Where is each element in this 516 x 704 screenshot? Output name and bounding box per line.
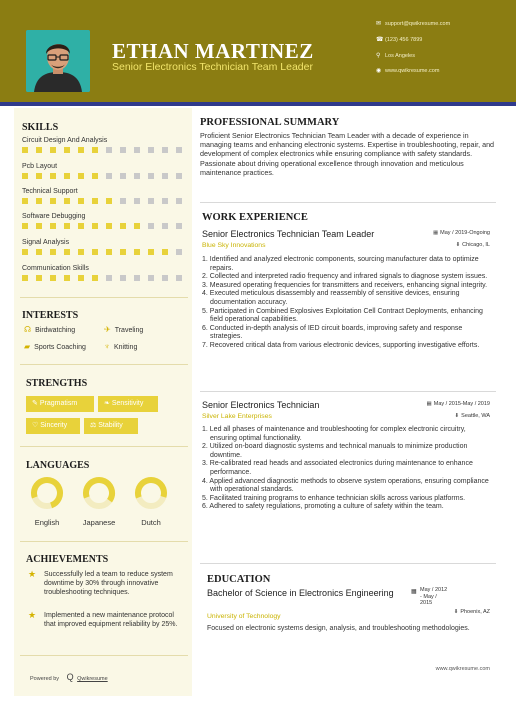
section-divider bbox=[200, 202, 496, 203]
language-level-ring bbox=[134, 476, 168, 510]
sports-icon: ▰ bbox=[24, 342, 31, 351]
skill-dot bbox=[92, 275, 98, 281]
skill-dot bbox=[36, 198, 42, 204]
job-bullet: 6. Adhered to safety regulations, promoting a culture of safety within the team. bbox=[202, 503, 444, 511]
skills-heading: SKILLS bbox=[22, 122, 59, 133]
skill-dot bbox=[162, 275, 168, 281]
section-divider bbox=[20, 364, 188, 365]
education-dates-text: May / 2012 - May / 2015 bbox=[420, 587, 448, 606]
section-divider bbox=[20, 541, 188, 542]
strength-chip bbox=[84, 418, 138, 434]
skill-dot bbox=[22, 147, 28, 153]
contact-location-text: Los Angeles bbox=[385, 53, 415, 59]
skill-dot bbox=[134, 147, 140, 153]
globe-icon: ◉ bbox=[376, 68, 382, 74]
job-bullet: 4. Applied advanced diagnostic methods to observe system operations, ensuring compliance with operational standards. bbox=[202, 477, 489, 494]
achievement-item: Successfully led a team to reduce system downtime by 30% through innovative troubleshooting techniques. bbox=[44, 571, 173, 596]
skill-dot bbox=[134, 173, 140, 179]
job-location-text: Seattle, WA bbox=[461, 413, 490, 419]
skill-dot bbox=[162, 173, 168, 179]
strength-chip bbox=[26, 418, 80, 434]
job-dates-text: May / 2015-May / 2019 bbox=[433, 401, 490, 407]
resume-header bbox=[0, 0, 516, 106]
footer-url[interactable]: www.qwikresume.com bbox=[435, 666, 490, 672]
interests-heading: INTERESTS bbox=[22, 310, 79, 321]
candidate-title: Senior Electronics Technician Team Leader bbox=[112, 61, 313, 73]
strength-chip bbox=[26, 396, 94, 412]
section-divider bbox=[200, 563, 496, 564]
skill-dot bbox=[120, 147, 126, 153]
strengths-heading: STRENGTHS bbox=[26, 378, 88, 389]
balance-icon: ⚖ bbox=[90, 422, 97, 429]
contact-email-text: support@qwikresume.com bbox=[385, 21, 451, 27]
skill-dot bbox=[50, 173, 56, 179]
skill-dot bbox=[92, 173, 98, 179]
skill-dot bbox=[162, 147, 168, 153]
skill-dot bbox=[64, 249, 70, 255]
education-heading: EDUCATION bbox=[207, 574, 271, 585]
skill-dot bbox=[36, 249, 42, 255]
interest-item bbox=[24, 325, 75, 334]
header-rule bbox=[0, 102, 516, 106]
skill-dot bbox=[22, 223, 28, 229]
skill-dot bbox=[148, 198, 154, 204]
summary-heading: PROFESSIONAL SUMMARY bbox=[200, 117, 340, 128]
job-bullet: 2. Utilized on-board diagnostic systems and technical manuals to minimize production downtime. bbox=[202, 443, 468, 459]
skill-dot bbox=[64, 223, 70, 229]
calendar-icon: ▦ bbox=[411, 589, 417, 595]
skill-dot bbox=[176, 173, 182, 179]
skill-dot bbox=[92, 223, 98, 229]
skill-dot bbox=[148, 249, 154, 255]
skill-dot bbox=[36, 223, 42, 229]
skill-dot bbox=[78, 173, 84, 179]
location-pin-icon: ⬇ bbox=[453, 609, 459, 615]
job-location bbox=[455, 413, 490, 419]
skill-dot bbox=[22, 198, 28, 204]
skill-dot bbox=[22, 249, 28, 255]
skill-name: Technical Support bbox=[22, 188, 78, 195]
skill-dot bbox=[64, 173, 70, 179]
skill-dot bbox=[22, 173, 28, 179]
skill-dot bbox=[50, 275, 56, 281]
skill-dot bbox=[78, 147, 84, 153]
summary-text: Proficient Senior Electronics Technician Team Leader with a decade of experience in managing teams and enhancing electronic systems. Expertise in troubleshooting, repair, and development of complex electronics while ensuring compliance with safety standards. Passionate about driving operational excellence through innovation and meticulous maintenance practices. bbox=[200, 131, 495, 177]
skill-dot bbox=[50, 249, 56, 255]
experience-heading: WORK EXPERIENCE bbox=[202, 212, 308, 223]
plane-icon: ✈ bbox=[104, 325, 111, 334]
skill-dot bbox=[148, 275, 154, 281]
job-dates bbox=[427, 401, 490, 407]
location-pin-icon: ⚲ bbox=[376, 53, 381, 59]
calendar-icon: ▦ bbox=[426, 401, 432, 407]
skill-dot bbox=[106, 249, 112, 255]
skill-dot bbox=[148, 147, 154, 153]
skill-dot bbox=[176, 249, 182, 255]
interest-item bbox=[104, 325, 143, 334]
language-level-ring bbox=[30, 476, 64, 510]
job-location-text: Chicago, IL bbox=[462, 242, 490, 248]
interest-label: Birdwatching bbox=[35, 327, 76, 334]
powered-by-brand: Qwikresume bbox=[77, 676, 108, 682]
skill-dot bbox=[134, 198, 140, 204]
leaf-icon: ❧ bbox=[104, 400, 110, 407]
skill-dot bbox=[120, 249, 126, 255]
skill-dot bbox=[120, 223, 126, 229]
contact-website[interactable] bbox=[376, 67, 439, 74]
company-name: Blue Sky Innovations bbox=[202, 242, 266, 249]
skill-dot bbox=[162, 223, 168, 229]
language-label: Dutch bbox=[141, 518, 161, 527]
section-divider bbox=[20, 446, 188, 447]
skill-dot bbox=[50, 223, 56, 229]
skill-dot bbox=[64, 198, 70, 204]
profile-photo bbox=[26, 30, 90, 92]
skill-name: Signal Analysis bbox=[22, 239, 70, 246]
job-bullet: 3. Re-calibrated read heads and associated electronics during maintenance to enhance performance. bbox=[202, 460, 473, 476]
binoculars-icon: ☊ bbox=[24, 325, 32, 334]
skill-dot bbox=[36, 275, 42, 281]
job-dates-text: May / 2019-Ongoing bbox=[440, 230, 490, 236]
contact-phone-text: (123) 456 7899 bbox=[385, 37, 423, 43]
strength-label: Sensitivity bbox=[111, 400, 144, 407]
job-bullets bbox=[202, 256, 492, 351]
school-name: University of Technology bbox=[207, 613, 281, 620]
interest-label: Traveling bbox=[114, 327, 144, 334]
job-bullet: 1. Led all phases of maintenance and troubleshooting for complex electronic circuitry, ensuring optimal functionality. bbox=[202, 426, 466, 442]
contact-website-text: www.qwikresume.com bbox=[385, 68, 440, 74]
language-label: English bbox=[34, 518, 60, 527]
interest-label: Sports Coaching bbox=[34, 344, 86, 351]
contact-phone[interactable] bbox=[376, 36, 422, 43]
degree-name: Bachelor of Science in Electronics Engineering bbox=[207, 588, 394, 598]
skill-dot bbox=[78, 275, 84, 281]
job-bullet: 3. Measured operating frequencies for transmitters and receivers, enhancing signal integrity. bbox=[202, 281, 488, 289]
skill-dot bbox=[134, 249, 140, 255]
language-level-ring bbox=[82, 476, 116, 510]
skill-dot bbox=[120, 173, 126, 179]
job-title: Senior Electronics Technician bbox=[202, 400, 320, 410]
contact-location bbox=[376, 52, 415, 59]
skill-dot bbox=[50, 147, 56, 153]
skill-dot bbox=[64, 275, 70, 281]
skill-dot bbox=[176, 198, 182, 204]
section-divider bbox=[200, 391, 496, 392]
job-bullet: 1. Identified and analyzed electronic components, sourcing manufacturer data to optimize repairs. bbox=[202, 256, 479, 272]
skill-dot bbox=[92, 198, 98, 204]
education-location-text: Phoenix, AZ bbox=[460, 609, 490, 615]
job-bullets bbox=[202, 426, 492, 512]
skill-dot bbox=[176, 147, 182, 153]
job-bullet: 6. Conducted in-depth analysis of IED circuit boards, improving safety and response strategies. bbox=[202, 324, 463, 341]
education-dates bbox=[411, 587, 450, 607]
strength-label: Pragmatism bbox=[39, 400, 78, 407]
skill-dot bbox=[106, 198, 112, 204]
phone-icon: ☎ bbox=[376, 37, 384, 43]
skill-dot bbox=[162, 249, 168, 255]
job-bullet: 5. Participated in Combined Explosives Exploitation Cell Contract Deployments, enhancing field operational capabilities. bbox=[202, 307, 483, 324]
job-bullet: 5. Facilitated training programs to enhance technician skills across various platforms. bbox=[202, 494, 466, 502]
skill-dot bbox=[176, 223, 182, 229]
strength-chip bbox=[98, 396, 158, 412]
skill-name: Circuit Design And Analysis bbox=[22, 137, 108, 144]
skill-dot bbox=[64, 147, 70, 153]
section-divider bbox=[20, 297, 188, 298]
powered-by[interactable] bbox=[30, 672, 108, 682]
section-divider bbox=[20, 655, 188, 656]
candidate-name: ETHAN MARTINEZ bbox=[112, 39, 314, 63]
skill-dot bbox=[134, 275, 140, 281]
education-location bbox=[454, 609, 490, 615]
trophy-star-icon: ★ bbox=[28, 610, 37, 620]
achievements-heading: ACHIEVEMENTS bbox=[26, 554, 109, 565]
language-label: Japanese bbox=[82, 518, 116, 527]
skill-dot bbox=[120, 275, 126, 281]
skill-dot bbox=[92, 249, 98, 255]
skill-dot bbox=[148, 173, 154, 179]
job-dates bbox=[433, 230, 490, 236]
interest-item bbox=[104, 342, 137, 351]
yarn-icon: ♆ bbox=[104, 342, 110, 351]
skill-dot bbox=[106, 173, 112, 179]
achievement-item: Implemented a new maintenance protocol that improved equipment reliability by 25%. bbox=[44, 612, 178, 628]
skill-dot bbox=[120, 198, 126, 204]
skill-dot bbox=[106, 223, 112, 229]
skill-dot bbox=[162, 198, 168, 204]
qwikresume-logo-icon: Q bbox=[66, 672, 74, 682]
powered-by-prefix: Powered by bbox=[30, 676, 60, 682]
mail-icon: ✉ bbox=[376, 21, 382, 27]
wrench-icon: ✎ bbox=[32, 400, 38, 407]
job-bullet: 4. Executed meticulous disassembly and reassembly of sensitive devices, ensuring documentation accuracy. bbox=[202, 290, 460, 306]
location-pin-icon: ⬇ bbox=[454, 413, 460, 419]
job-bullet: 7. Recovered critical data from various electronic devices, supporting investigative efforts. bbox=[202, 341, 480, 349]
skill-dot bbox=[78, 249, 84, 255]
calendar-icon: ▦ bbox=[432, 230, 439, 236]
skill-dot bbox=[134, 223, 140, 229]
skill-dot bbox=[36, 173, 42, 179]
heart-icon: ♡ bbox=[32, 422, 39, 429]
interest-label: Knitting bbox=[114, 344, 138, 351]
trophy-star-icon: ★ bbox=[28, 569, 37, 579]
location-pin-icon: ⬇ bbox=[455, 242, 461, 248]
skill-dot bbox=[106, 147, 112, 153]
education-description: Focused on electronic systems design, analysis, and troubleshooting methodologies. bbox=[207, 625, 470, 632]
skill-name: Pcb Layout bbox=[22, 163, 58, 170]
job-location bbox=[456, 242, 490, 248]
skill-dot bbox=[22, 275, 28, 281]
skill-dot bbox=[36, 147, 42, 153]
skill-name: Communication Skills bbox=[22, 265, 89, 272]
skill-dot bbox=[176, 275, 182, 281]
skill-dot bbox=[50, 198, 56, 204]
person-avatar-icon bbox=[26, 30, 90, 92]
skill-dot bbox=[78, 223, 84, 229]
skill-name: Software Debugging bbox=[22, 213, 86, 220]
skill-dot bbox=[78, 198, 84, 204]
languages-heading: LANGUAGES bbox=[26, 460, 90, 471]
company-name: Silver Lake Enterprises bbox=[202, 413, 272, 420]
job-title: Senior Electronics Technician Team Leader bbox=[202, 229, 375, 239]
interest-item bbox=[24, 342, 86, 351]
strength-label: Stability bbox=[98, 422, 123, 429]
strength-label: Sincerity bbox=[40, 422, 68, 429]
skill-dot bbox=[106, 275, 112, 281]
skill-dot bbox=[148, 223, 154, 229]
skill-dot bbox=[92, 147, 98, 153]
contact-email[interactable] bbox=[376, 20, 450, 27]
job-bullet: 2. Collected and interpreted radio frequency and infrared signals to diagnose system issues. bbox=[202, 273, 488, 281]
